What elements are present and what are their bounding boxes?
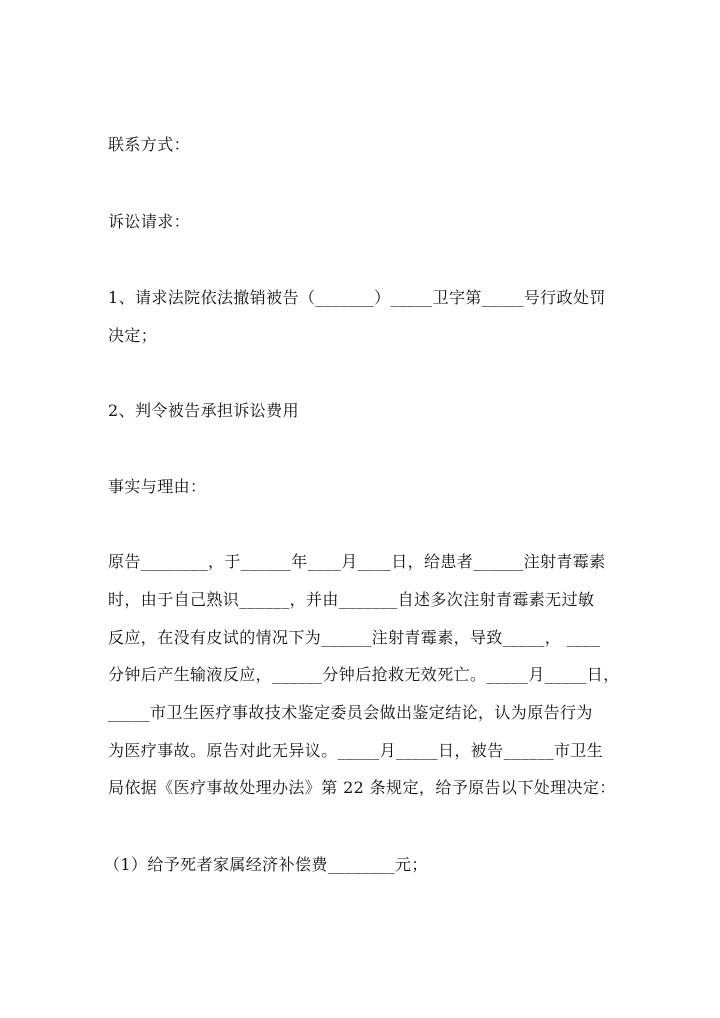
- facts-line-3: 反应，在没有皮试的情况下为______注射青霉素，导致_____， ____: [108, 628, 601, 647]
- claims-heading: 诉讼请求：: [108, 212, 191, 231]
- claim-2: 2、判令被告承担诉讼费用: [108, 401, 299, 420]
- facts-line-4: 分钟后产生输液反应，______分钟后抢救无效死亡。_____月_____日，: [108, 665, 620, 684]
- facts-line-7: 局依据《医疗事故处理办法》第 22 条规定，给予原告以下处理决定：: [108, 778, 616, 797]
- claim-1-line-1: 1、请求法院依法撤销被告（_______）_____卫字第_____号行政处罚: [108, 288, 606, 307]
- claim-1-line-2: 决定；: [108, 326, 158, 345]
- facts-line-5: _____市卫生医疗事故技术鉴定委员会做出鉴定结论，认为原告行为: [108, 703, 593, 722]
- facts-line-6: 为医疗事故。原告对此无异议。_____月_____日，被告______市卫生: [108, 741, 604, 760]
- decision-1: （1）给予死者家属经济补偿费________元；: [104, 855, 428, 874]
- facts-heading: 事实与理由：: [108, 477, 207, 496]
- facts-line-2: 时，由于自己熟识______，并由_______自述多次注射青霉素无过敏: [108, 590, 595, 609]
- facts-line-1: 原告________，于______年____月____日，给患者______注射青霉素: [108, 552, 606, 571]
- contact-label: 联系方式：: [108, 135, 191, 154]
